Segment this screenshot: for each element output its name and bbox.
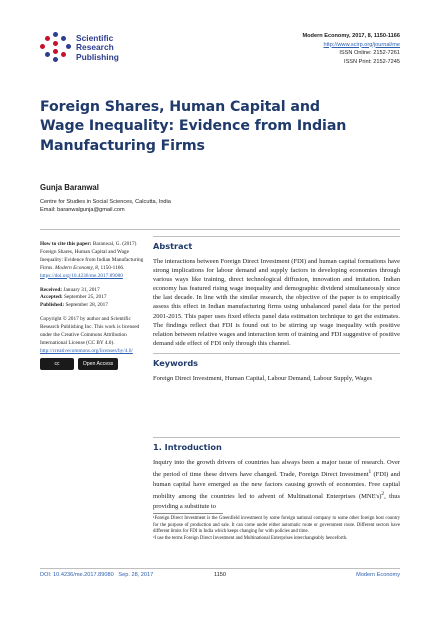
footnote-ref-2[interactable]: 2 — [381, 490, 385, 497]
journal-citation: Modern Economy, 2017, 8, 1150-1166 — [302, 33, 400, 39]
citation-block — [40, 241, 144, 281]
footnote-divider — [153, 513, 223, 514]
abstract-heading: Abstract — [153, 236, 400, 257]
introduction-text: Inquiry into the growth drivers of countries has always been a major issue of research. Over the period of time these drivers have changed. Trade, Foreign Direct Investment$^1$ (FDI) and human capital have emerged as the new factors causing growth of economies. Free capital mobility among the countries led to advent of Multinational Enterprises $(MNE's)^2$, thus providing a substitute to — [153, 459, 400, 510]
footer-divider — [40, 568, 400, 569]
license-badges — [40, 358, 144, 370]
author-email: Email: baranwalgunja@gmail.com — [40, 206, 125, 213]
scirp-logo-icon — [40, 32, 72, 64]
introduction-heading: 1. Introduction — [153, 437, 400, 458]
sidebar-column — [40, 241, 144, 370]
page-number: 1150 — [214, 572, 227, 578]
footnote-2: ²I use the terms Foreign Direct Investment and Multinational Enterprises interchangeably henceforth. — [153, 536, 348, 542]
copyright-text: Copyright © 2017 by author and Scientific Research Publishing Inc. This work is licensed under the Creative Commons Attribution International License (CC BY 4.0). — [40, 316, 140, 346]
footer-journal: Modern Economy — [356, 572, 400, 578]
author-name: Gunja Baranwal — [40, 183, 99, 192]
received-label: Received: — [40, 286, 63, 293]
footer-doi[interactable]: DOI: 10.4236/me.2017.89080 — [40, 572, 114, 578]
keywords-section — [153, 353, 400, 383]
published-date: September 28, 2017 — [65, 302, 108, 309]
footer-doi-date — [40, 572, 153, 578]
introduction-section — [153, 437, 400, 543]
abstract-section — [153, 236, 400, 348]
copyright-block — [40, 316, 144, 356]
dates-block — [40, 287, 144, 311]
cite-journal: Modern Economy, 8, — [55, 264, 100, 271]
cite-label: How to cite this paper: — [40, 241, 92, 247]
keywords-text: Foreign Direct Investment, Human Capital, Labour Demand, Labour Supply, Wages — [153, 375, 372, 382]
journal-info — [302, 32, 400, 66]
publisher-logo — [40, 30, 170, 70]
footnote-1: ¹Foreign Direct Investment is the Greenfield investment by some foreign national company to some other foreign host country for the purpose of production and sale. It can come under either automatic route or government route. Different sectors have different limits for FDI in India which keeps changing for with policies and time. — [153, 516, 400, 535]
logo-text: Scientific Research Publishing — [76, 33, 119, 62]
accepted-label: Accepted: — [40, 294, 63, 301]
footer-date: Sep. 28, 2017 — [118, 572, 154, 578]
keywords-heading: Keywords — [153, 353, 400, 374]
received-date: January 31, 2017 — [63, 286, 100, 293]
license-link[interactable]: http://creativecommons.org/licenses/by/4.0/ — [40, 347, 133, 354]
cite-text: Baranwal, G. (2017) Foreign Shares, Human Capital and Wage Inequality: Evidence from Indian Manufacturing Firms. — [40, 241, 144, 271]
affiliation-text: Centre for Studies in Social Sciences, Calcutta, India — [40, 199, 171, 205]
cite-pages: 1150-1166. — [100, 264, 125, 271]
paper-title: Foreign Shares, Human Capital and Wage Inequality: Evidence from Indian Manufacturing Firms — [40, 99, 347, 154]
cite-doi-link[interactable]: https://doi.org/10.4236/me.2017.89080 — [40, 272, 123, 279]
abstract-text: The interactions between Foreign Direct Investment (FDI) and human capital formations have strong implications for labour demand and supply factors in developing economies through various ways like training, direct technological diffusion, innovation and imitation. Indian economy has featured rising wage inequality and demographic dividend simultaneously since the last decade. In line with the similar research, the objective of the paper is to empirically assess this effect in Indian manufacturing firms using unbalanced panel data for the period 2001-2015. This paper uses fixed effects panel data estimation technique to get the estimates. The findings reflect that FDI is found out to be stirring up wage inequality with positive relation between relative wages and interaction term of training and FDI suggestive of positive demand side effect of FDI only through this channel. — [153, 258, 400, 347]
title-divider — [40, 229, 400, 230]
footnote-ref-1[interactable]: 1 — [368, 468, 372, 475]
cc-by-badge[interactable]: cc — [40, 358, 74, 370]
issn-print: ISSN Print: 2152-7245 — [344, 58, 400, 65]
author-affiliation — [40, 199, 171, 214]
accepted-date: September 25, 2017 — [63, 294, 107, 301]
issn-online: ISSN Online: 2152-7261 — [339, 50, 400, 57]
journal-url-link[interactable]: http://www.scirp.org/journal/me — [323, 41, 400, 48]
open-access-badge[interactable]: Open Access — [78, 358, 118, 370]
published-label: Published: — [40, 302, 65, 309]
